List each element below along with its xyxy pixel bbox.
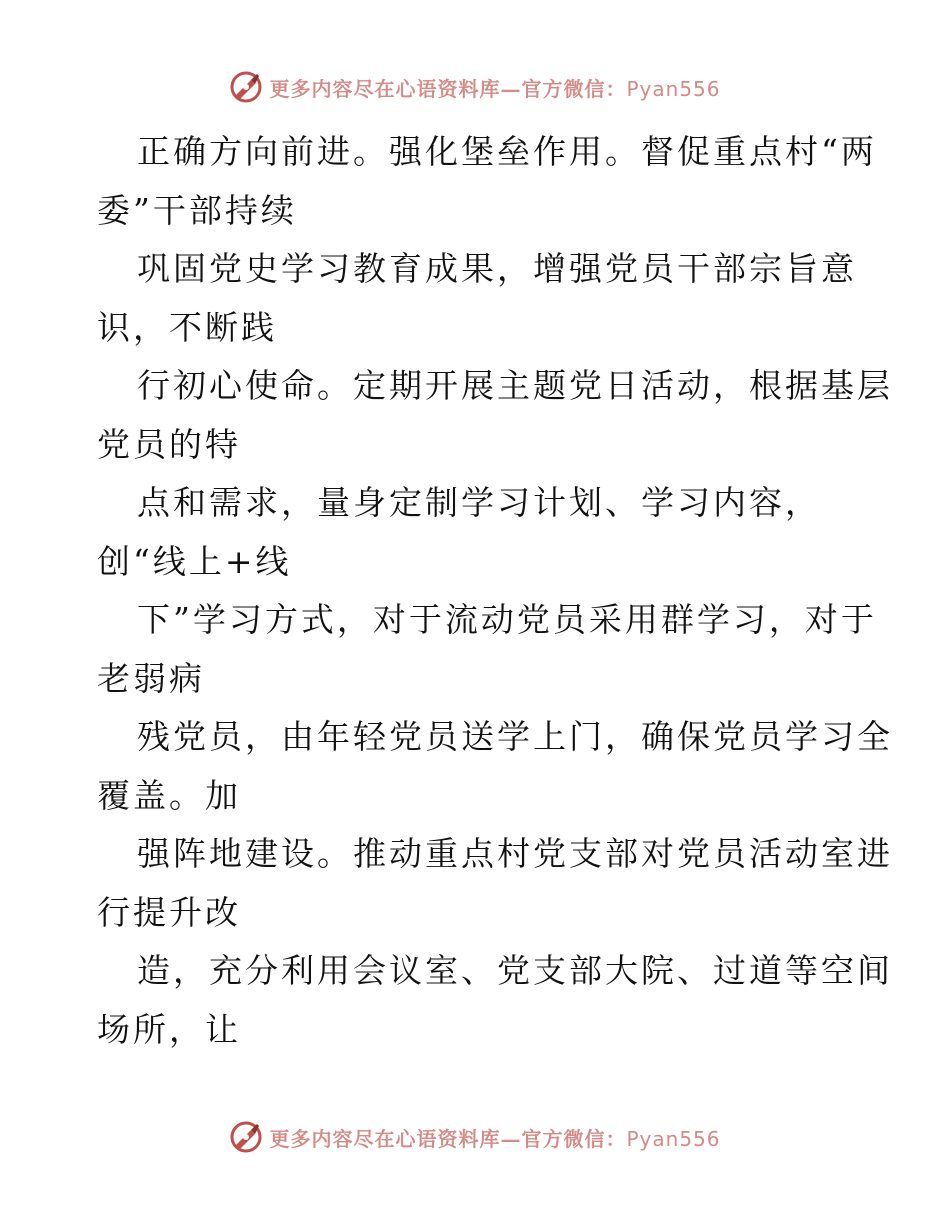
footer-watermark [0,1120,950,1154]
text-line: 行提升改 [97,892,241,932]
text-line: 识，不断践 [97,307,277,347]
text-line: 老弱病 [97,658,205,698]
watermark-text: 更多内容尽在心语资料库—官方微信：Pyan556 [269,76,721,101]
watermark-text: 更多内容尽在心语资料库—官方微信：Pyan556 [269,1126,721,1151]
text-line: 党员的特 [97,424,241,464]
text-line: 创“线上+线 [97,541,292,581]
text-line: 下”学习方式，对于流动党员采用群学习，对于 [137,600,877,639]
document-body [97,123,893,1059]
text-line: 覆盖。加 [97,775,241,815]
text-line: 残党员，由年轻党员送学上门，确保党员学习全 [137,717,893,756]
text-line: 行初心使命。定期开展主题党日活动，根据基层 [137,366,893,405]
text-line: 强阵地建设。推动重点村党支部对党员活动室进 [137,834,893,873]
text-line: 委”干部持续 [97,190,297,230]
pen-logo-icon [229,70,263,104]
text-line: 正确方向前进。强化堡垒作用。督促重点村“两 [137,132,877,171]
text-line: 巩固党史学习教育成果，增强党员干部宗旨意 [137,249,857,288]
text-line: 点和需求，量身定制学习计划、学习内容， [137,483,821,522]
text-line: 造，充分利用会议室、党支部大院、过道等空间 [137,951,893,990]
header-watermark [0,70,950,104]
text-line: 场所，让 [97,1009,241,1049]
pen-logo-icon [229,1120,263,1154]
